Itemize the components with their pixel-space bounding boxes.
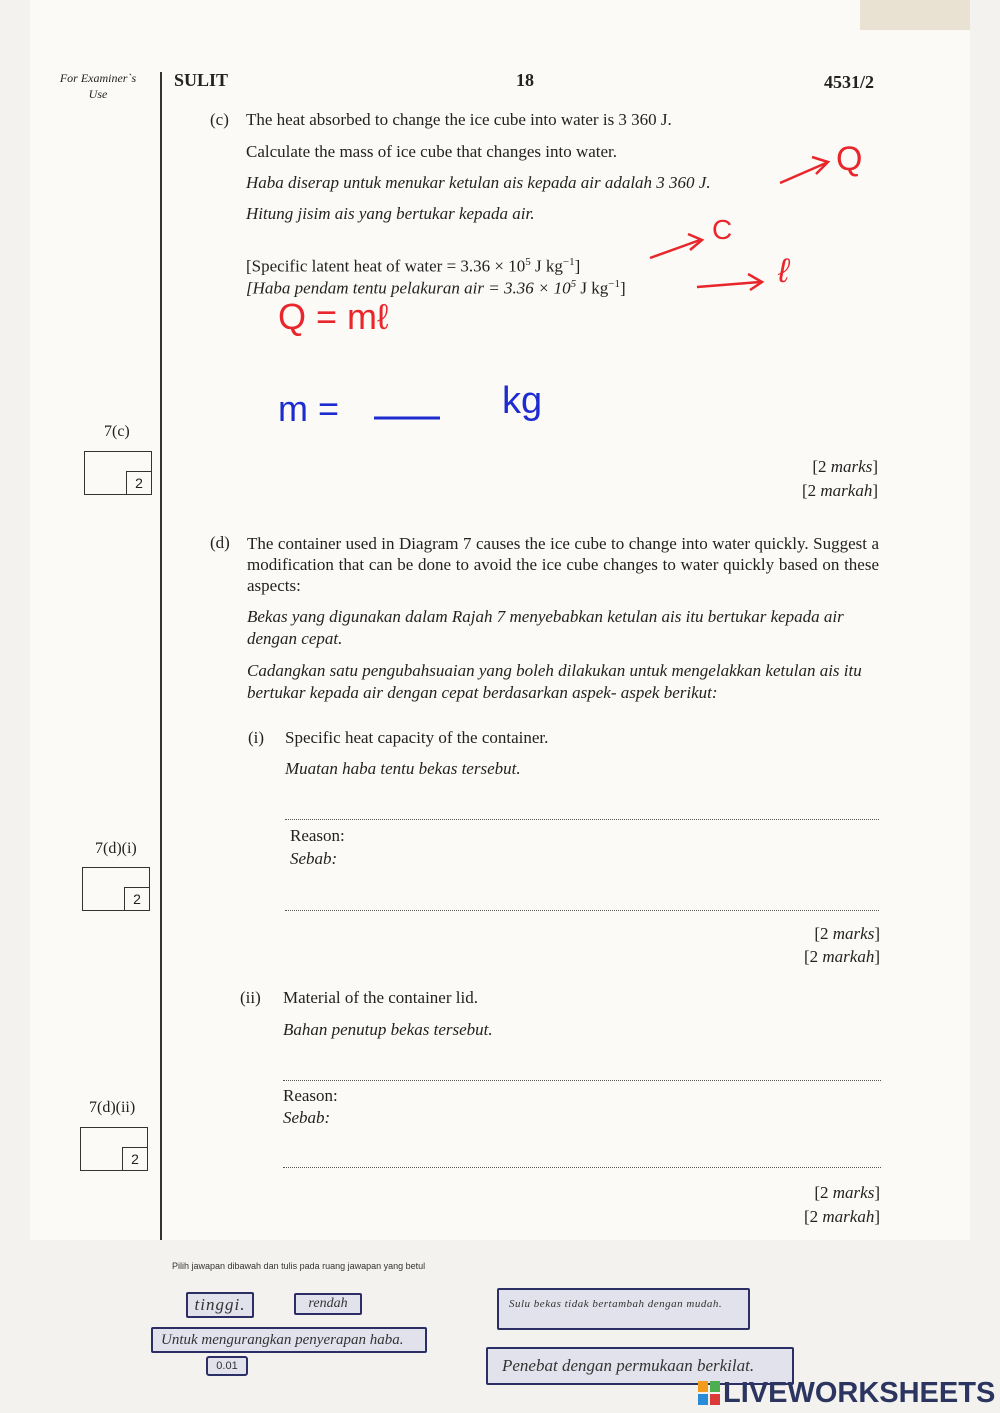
answer-line-ii-reason[interactable]	[283, 1167, 881, 1168]
marks-ms-dii: [2 markah]	[803, 1207, 880, 1226]
given-latent-heat-ms: [Haba pendam tentu pelakuran air = $3.36 \times 10^5$ J $kg^{-1}$]	[246, 278, 626, 298]
answer-option-mass-value[interactable]: 0.01	[206, 1356, 248, 1376]
arrow-to-l	[697, 282, 760, 287]
handwritten-arrows	[0, 0, 1000, 460]
answer-line-ii-modification[interactable]	[283, 1080, 881, 1081]
question-d-label: (d)	[210, 533, 230, 552]
annotation-l: ℓ	[778, 252, 789, 290]
sulit-label: SULIT	[174, 70, 229, 90]
arrow-to-q	[780, 163, 826, 183]
paper-code: 4531/2	[824, 72, 875, 92]
page-number: 18	[516, 70, 534, 90]
part-ii-aspect-en: Material of the container lid.	[283, 988, 478, 1007]
answer-line-i-reason[interactable]	[285, 910, 879, 911]
answer-option-penebat[interactable]: Penebat dengan permukaan berkilat.	[486, 1347, 794, 1385]
liveworksheets-wordmark: LIVEWORKSHEETS	[723, 1376, 996, 1409]
answer-unit: kg	[502, 380, 543, 422]
annotation-c: C	[712, 214, 733, 245]
question-c-line3: Haba diserap untuk menukar ketulan ais kepada air adalah 3 360 J.	[246, 173, 711, 192]
part-i-aspect-ms: Muatan haba tentu bekas tersebut.	[285, 759, 521, 778]
answer-option-rendah[interactable]: rendah	[294, 1293, 362, 1315]
box-label-7dii: 7(d)(ii)	[89, 1099, 136, 1116]
question-d-intro-ms-1: Bekas yang digunakan dalam Rajah 7 menyebabkan ketulan ais itu bertukar kepada air dengan cepat.	[247, 607, 844, 648]
marks-en-dii: [2 marks]	[814, 1183, 880, 1202]
mark-box-value: 2	[124, 887, 149, 910]
worksheet-instruction: Pilih jawapan dibawah dan tulis pada ruang jawapan yang betul	[172, 1261, 426, 1271]
liveworksheets-logo	[698, 1378, 995, 1408]
part-i-reason-ms: Sebab:	[290, 849, 338, 868]
question-d-intro-en: The container used in Diagram 7 causes the ice cube to change into water quickly. Suggest a modification that can be done to avoid the ice cube changes to water quickly based on these aspects:	[247, 534, 879, 595]
question-c-line4: Hitung jisim ais yang bertukar kepada air.	[246, 204, 535, 223]
marks-en-di: [2 marks]	[814, 924, 880, 943]
annotation-formula: Q = mℓ	[278, 296, 389, 337]
annotation-q: Q	[836, 140, 863, 178]
part-ii-label: (ii)	[240, 988, 261, 1007]
marks-ms-c: [2 markah]	[801, 481, 878, 500]
mark-box-7dii	[80, 1127, 148, 1171]
mark-box-7c	[84, 451, 152, 495]
given-latent-heat-en: [Specific latent heat of water = $3.36 \times 10^5$ J $kg^{-1}$]	[246, 256, 581, 276]
part-ii-reason-ms: Sebab:	[283, 1108, 331, 1127]
part-i-reason-en: Reason:	[290, 826, 345, 845]
answer-mass-prefix: m =	[278, 388, 340, 429]
liveworksheets-icon	[698, 1381, 720, 1405]
mark-box-value: 2	[122, 1147, 147, 1170]
question-c-line2: Calculate the mass of ice cube that changes into water.	[246, 142, 618, 161]
question-c-line1: The heat absorbed to change the ice cube into water is 3 360 J.	[246, 110, 672, 129]
examiner-use-label: For Examiner`s Use	[59, 71, 137, 101]
answer-option-kurangkan-penyerapan[interactable]: Untuk mengurangkan penyerapan haba.	[151, 1327, 427, 1353]
part-i-aspect-en: Specific heat capacity of the container.	[285, 728, 549, 747]
answer-option-tinggi[interactable]: tinggi.	[186, 1292, 254, 1318]
question-d-intro-ms-2: Cadangkan satu pengubahsuaian yang boleh dilakukan untuk mengelakkan ketulan ais itu bertukar kepada air dengan cepat berdasarkan aspek- aspek berikut:	[247, 661, 862, 702]
box-label-7di: 7(d)(i)	[95, 840, 137, 857]
part-ii-aspect-ms: Bahan penutup bekas tersebut.	[283, 1020, 493, 1039]
part-ii-reason-en: Reason:	[283, 1086, 338, 1105]
marks-en-c: [2 marks]	[812, 457, 878, 476]
box-label-7c: 7(c)	[104, 423, 130, 440]
marks-ms-di: [2 markah]	[803, 947, 880, 966]
part-i-label: (i)	[248, 728, 265, 747]
mark-box-7di	[82, 867, 150, 911]
question-c-label: (c)	[210, 110, 229, 129]
answer-option-suhu-bekas[interactable]: Sulu bekas tidak bertambah dengan mudah.	[497, 1288, 750, 1330]
answer-line-i-modification[interactable]	[285, 819, 879, 820]
mark-box-value: 2	[126, 471, 151, 494]
